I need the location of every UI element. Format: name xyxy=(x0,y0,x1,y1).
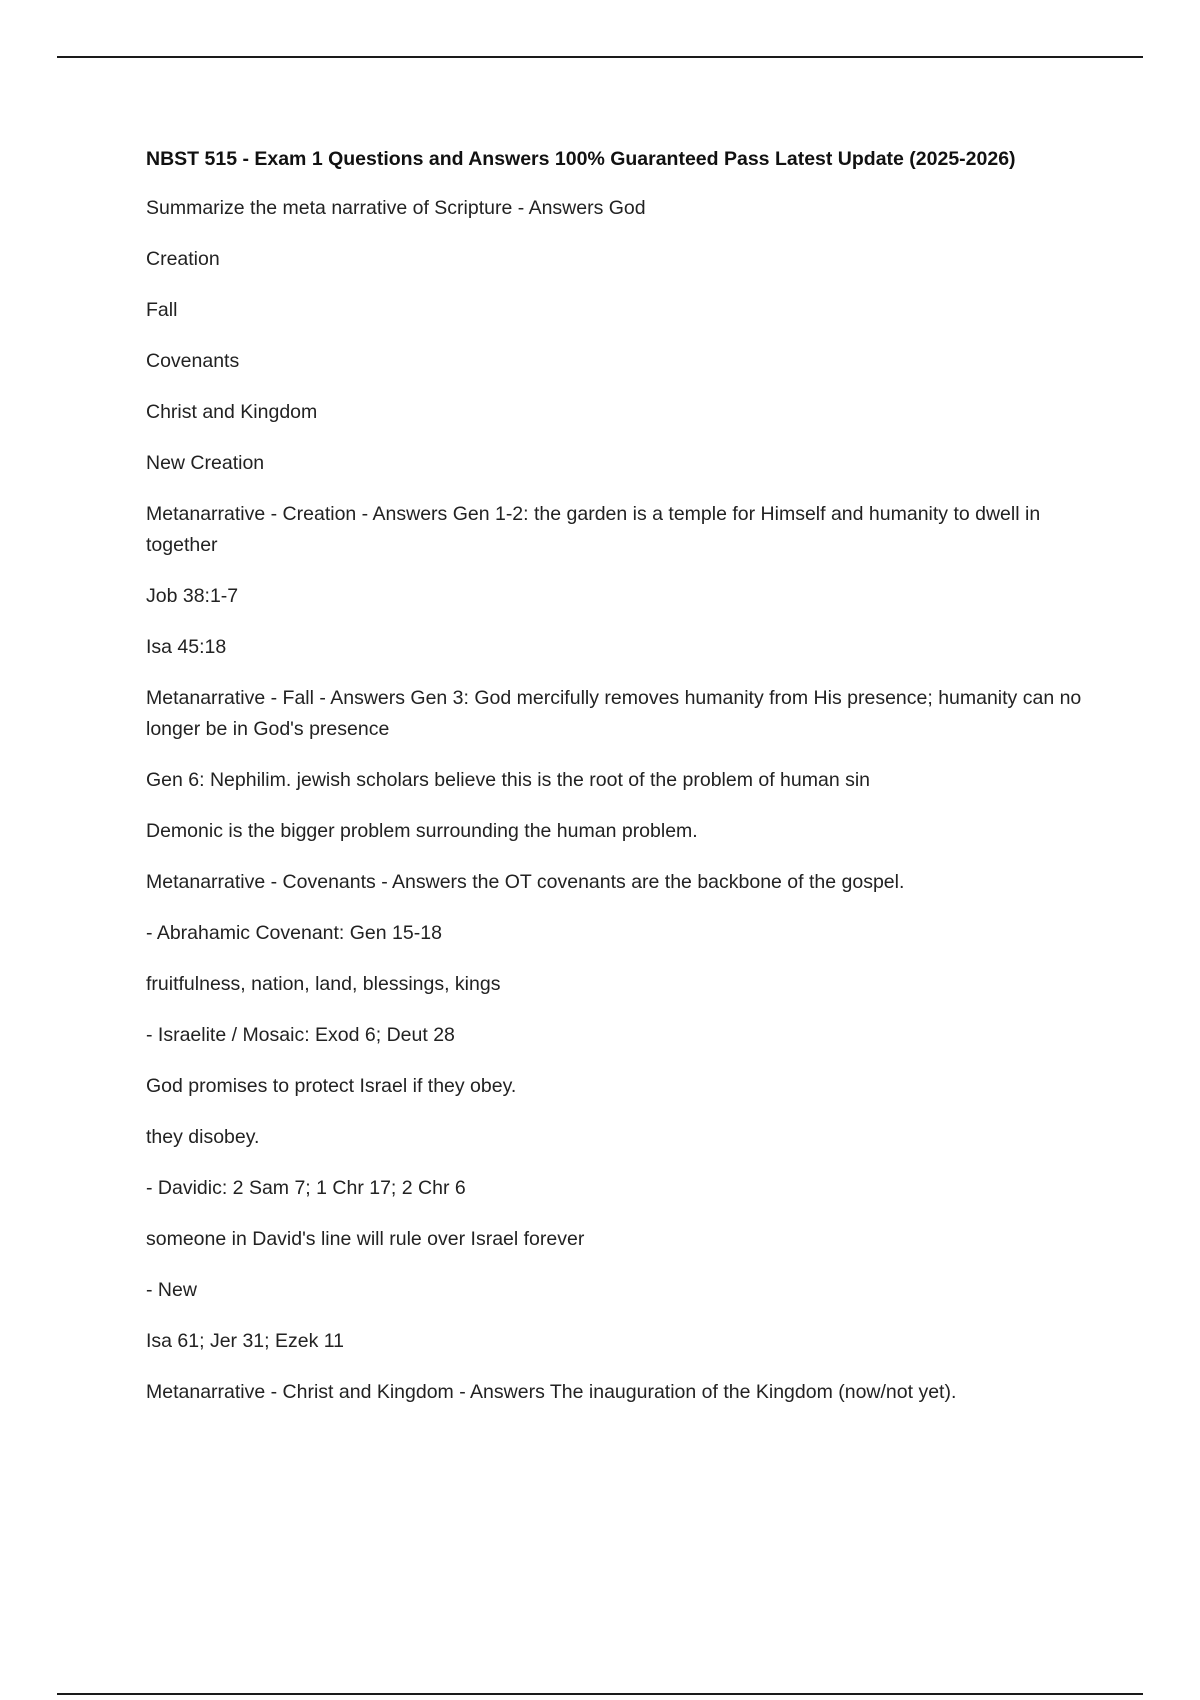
text-line: - Israelite / Mosaic: Exod 6; Deut 28 xyxy=(146,1024,455,1046)
text-line: - New xyxy=(146,1279,197,1301)
text-line: Creation xyxy=(146,248,220,270)
document-title: NBST 515 - Exam 1 Questions and Answers 100% Guaranteed Pass Latest Update (2025-2026) xyxy=(146,148,1016,170)
text-line: they disobey. xyxy=(146,1126,260,1148)
header-rule xyxy=(57,56,1143,58)
text-line: Metanarrative - Covenants - Answers the OT covenants are the backbone of the gospel. xyxy=(146,871,905,893)
text-line: - Abrahamic Covenant: Gen 15-18 xyxy=(146,922,442,944)
text-line: Summarize the meta narrative of Scripture - Answers God xyxy=(146,197,646,219)
text-line: Metanarrative - Creation - Answers Gen 1-2: the garden is a temple for Himself and humanity to dwell in together xyxy=(146,503,1041,556)
text-line: God promises to protect Israel if they obey. xyxy=(146,1075,517,1097)
text-line: Demonic is the bigger problem surrounding the human problem. xyxy=(146,820,698,842)
text-line: - Davidic: 2 Sam 7; 1 Chr 17; 2 Chr 6 xyxy=(146,1177,466,1199)
text-line: Metanarrative - Fall - Answers Gen 3: God mercifully removes humanity from His presence; humanity can no longer be in God's presence xyxy=(146,687,1082,740)
text-line: fruitfulness, nation, land, blessings, kings xyxy=(146,973,501,995)
text-line: Metanarrative - Christ and Kingdom - Answers The inauguration of the Kingdom (now/not yet). xyxy=(146,1381,957,1403)
document-body xyxy=(146,144,1086,1428)
text-line: Isa 61; Jer 31; Ezek 11 xyxy=(146,1330,344,1352)
text-line: Fall xyxy=(146,299,178,321)
text-line: Gen 6: Nephilim. jewish scholars believe this is the root of the problem of human sin xyxy=(146,769,871,791)
text-line: someone in David's line will rule over Israel forever xyxy=(146,1228,585,1250)
text-line: Covenants xyxy=(146,350,240,372)
footer-rule xyxy=(57,1693,1143,1695)
text-line: New Creation xyxy=(146,452,265,474)
text-line: Christ and Kingdom xyxy=(146,401,318,423)
text-line: Job 38:1-7 xyxy=(146,585,239,607)
text-line: Isa 45:18 xyxy=(146,636,227,658)
